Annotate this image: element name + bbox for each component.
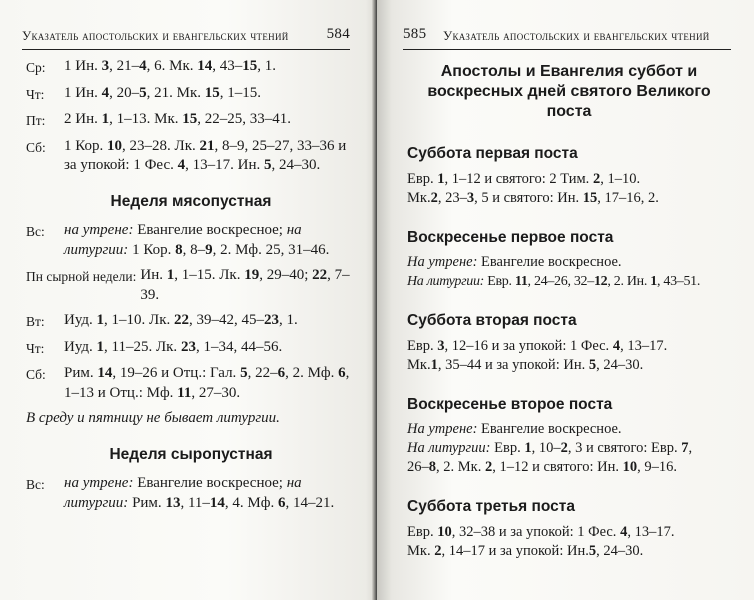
reading-day-label: Чт: — [26, 86, 45, 102]
reading-references: на утрене: Евангелие воскресное; на литургии: 1 Кор. 8, 8–9, 2. Мф. 25, 31–46. — [64, 222, 330, 258]
reading-day-label: Пн сырной недели: — [26, 269, 137, 284]
reading-row — [26, 338, 356, 359]
reading-row — [26, 57, 356, 78]
left-page-content — [26, 57, 356, 519]
section-title-meat-fare: Неделя мясопустная — [110, 192, 272, 210]
lent-readings-blocks — [407, 144, 731, 561]
right-header-title: Указатель апостольских и евангельских чтений — [443, 28, 710, 43]
reading-day-label: Пт: — [26, 113, 46, 128]
reading-row — [26, 311, 356, 332]
lent-day-title: Суббота третья поста — [407, 498, 575, 515]
reading-day-label: Чт: — [26, 340, 45, 356]
reading-references: Иуд. 1, 11–25. Лк. 23, 1–34, 44–56. — [64, 338, 283, 355]
left-page-number: 584 — [326, 26, 350, 42]
reading-day-label: Вс: — [26, 224, 45, 239]
lent-reading-line: На утрене: Евангелие воскресное. — [407, 254, 622, 270]
lent-reading-line: Евр. 1, 1–12 и святого: 2 Тим. 2, 1–10. — [407, 170, 641, 187]
reading-row — [26, 110, 356, 131]
reading-day-label: Сб: — [26, 367, 46, 382]
right-page — [377, 0, 754, 600]
lent-reading-line: На утрене: Евангелие воскресное. — [407, 421, 622, 437]
reading-day-label: Сб: — [26, 139, 46, 155]
lent-reading-line: На литургии: Евр. 11, 24–26, 32–12, 2. Ин. 1, 43–51. — [407, 274, 701, 289]
lent-reading-line: На литургии: Евр. 1, 10–2, 3 и святого: Евр. 7, — [407, 440, 693, 456]
reading-row — [26, 84, 356, 105]
lent-reading-line: Мк. 2, 14–17 и за упокой: Ин.5, 24–30. — [407, 542, 644, 559]
lent-day-title: Воскресенье второе поста — [407, 395, 613, 413]
lent-day-block — [407, 228, 731, 292]
lent-day-title: Суббота вторая поста — [407, 312, 577, 329]
lent-day-block — [407, 311, 731, 375]
reading-references: 1 Ин. 4, 20–5, 21. Мк. 15, 1–15. — [64, 84, 261, 101]
lent-reading-line: Мк.2, 23–3, 5 и святого: Ин. 15, 17–16, 2. — [407, 189, 659, 206]
right-running-header — [403, 26, 731, 50]
reading-references: 2 Ин. 1, 1–13. Мк. 15, 22–25, 33–41. — [64, 111, 291, 127]
reading-references: Рим. 14, 19–26 и Отц.: Гал. 5, 22–6, 2. Мф. 6, 1–13 и Отц.: Мф. 11, 27–30. — [64, 365, 350, 401]
reading-row — [26, 266, 356, 305]
lent-day-block — [407, 497, 731, 561]
lent-day-title: Воскресенье первое поста — [407, 228, 614, 246]
reading-day-label: Вт: — [26, 314, 45, 329]
readings-list-top — [26, 57, 356, 176]
reading-references: Ин. 1, 1–15. Лк. 19, 29–40; 22, 7–39. — [140, 267, 350, 303]
reading-references: 1 Ин. 3, 21–4, 6. Мк. 14, 43–15, 1. — [64, 58, 276, 74]
lent-day-block — [407, 144, 731, 208]
reading-row — [26, 474, 356, 513]
liturgy-note: В среду и пятницу не бывает литургии. — [26, 410, 280, 426]
right-page-content — [407, 62, 731, 581]
right-page-number: 585 — [403, 26, 427, 42]
reading-row — [26, 221, 356, 260]
lent-reading-line: Евр. 3, 12–16 и за упокой: 1 Фес. 4, 13–17. — [407, 337, 668, 354]
reading-references: Иуд. 1, 1–10. Лк. 22, 39–42, 45–23, 1. — [64, 312, 298, 328]
readings-list-mid — [26, 221, 356, 403]
left-header-title: Указатель апостольских и евангельских чтений — [22, 28, 289, 43]
reading-references: 1 Кор. 10, 23–28. Лк. 21, 8–9, 25–27, 33–36 и за упокой: 1 Фес. 4, 13–17. Ин. 5, 24–30. — [64, 137, 347, 173]
reading-row — [26, 137, 356, 176]
left-running-header — [22, 26, 350, 50]
reading-day-label: Вс: — [26, 477, 45, 492]
reading-day-label: Ср: — [26, 60, 46, 75]
reading-row — [26, 364, 356, 403]
reading-references: на утрене: Евангелие воскресное; на литургии: Рим. 13, 11–14, 4. Мф. 6, 14–21. — [64, 475, 335, 511]
lent-readings-title: Апостолы и Евангелия суббот и воскресных дней святого Великого поста — [427, 63, 711, 120]
lent-reading-line: 26–8, 2. Мк. 2, 1–12 и святого: Ин. 10, 9–16. — [407, 459, 677, 475]
lent-reading-line: Мк.1, 35–44 и за упокой: Ин. 5, 24–30. — [407, 356, 644, 373]
readings-list-bottom — [26, 474, 356, 513]
lent-day-title: Суббота первая поста — [407, 145, 578, 162]
section-title-cheese-fare: Неделя сыропустная — [109, 445, 273, 463]
lent-day-block — [407, 395, 731, 478]
lent-reading-line: Евр. 10, 32–38 и за упокой: 1 Фес. 4, 13–17. — [407, 523, 675, 540]
